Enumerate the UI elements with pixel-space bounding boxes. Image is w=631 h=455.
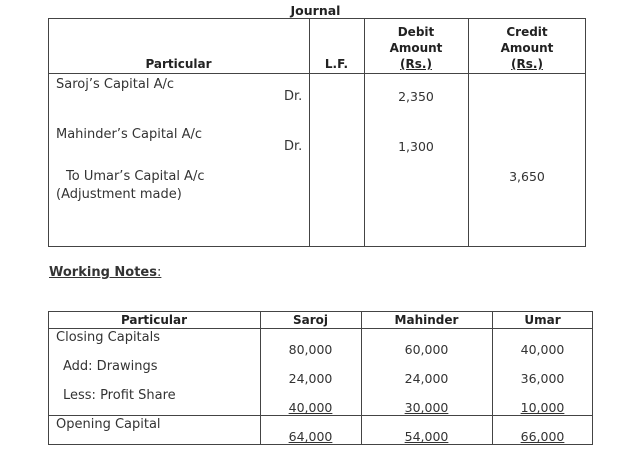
wn-header-umar: Umar <box>524 313 561 327</box>
wn-cell: 30,000 <box>404 400 449 415</box>
entry-debit: 1,300 <box>398 139 434 154</box>
wn-cell: 24,000 <box>288 371 333 386</box>
wn-row-label: Add: Drawings <box>63 359 158 374</box>
entry-dr: Dr. <box>284 139 303 154</box>
entry-particular: Saroj’s Capital A/c <box>56 77 175 92</box>
entry-particular: Mahinder’s Capital A/c <box>56 127 203 142</box>
debit-header-line: Amount <box>389 41 443 55</box>
wn-row-label: Closing Capitals <box>56 330 161 345</box>
working-notes-colon: : <box>157 265 162 280</box>
entry-credit: 3,650 <box>509 169 545 184</box>
journal-header-debit <box>364 24 468 72</box>
entry-particular: To Umar’s Capital A/c <box>66 169 205 184</box>
wn-cell: 40,000 <box>520 342 565 357</box>
credit-header-line: (Rs.) <box>511 57 543 71</box>
debit-header-line: Debit <box>397 25 435 39</box>
wn-cell: 36,000 <box>520 371 565 386</box>
wn-cell: 24,000 <box>404 371 449 386</box>
wn-row-label: Less: Profit Share <box>63 388 176 403</box>
wn-header-mahinder: Mahinder <box>394 313 459 327</box>
journal-header-divider <box>48 73 586 74</box>
journal-header-lf: L.F. <box>324 57 349 71</box>
journal-header-credit <box>468 24 586 72</box>
debit-header-line: (Rs.) <box>400 57 432 71</box>
wn-header-saroj: Saroj <box>292 313 328 327</box>
wn-cell: 40,000 <box>288 400 333 415</box>
wn-cell: 54,000 <box>404 429 449 444</box>
journal-title: Journal <box>290 3 341 18</box>
journal-header-particular: Particular <box>145 57 212 71</box>
wn-row-label: Opening Capital <box>56 417 161 432</box>
wn-header-particular: Particular <box>120 313 188 327</box>
entry-debit: 2,350 <box>398 89 434 104</box>
entry-narration: (Adjustment made) <box>56 187 182 202</box>
wn-cell: 60,000 <box>404 342 449 357</box>
credit-header-line: Amount <box>500 41 554 55</box>
journal-divider <box>309 18 310 247</box>
wn-cell: 64,000 <box>288 429 333 444</box>
wn-cell: 10,000 <box>520 400 565 415</box>
wn-cell: 66,000 <box>520 429 565 444</box>
entry-dr: Dr. <box>284 89 303 104</box>
working-notes-title <box>49 265 161 280</box>
credit-header-line: Credit <box>506 25 548 39</box>
working-notes-title-text: Working Notes <box>49 265 157 280</box>
wn-cell: 80,000 <box>288 342 333 357</box>
